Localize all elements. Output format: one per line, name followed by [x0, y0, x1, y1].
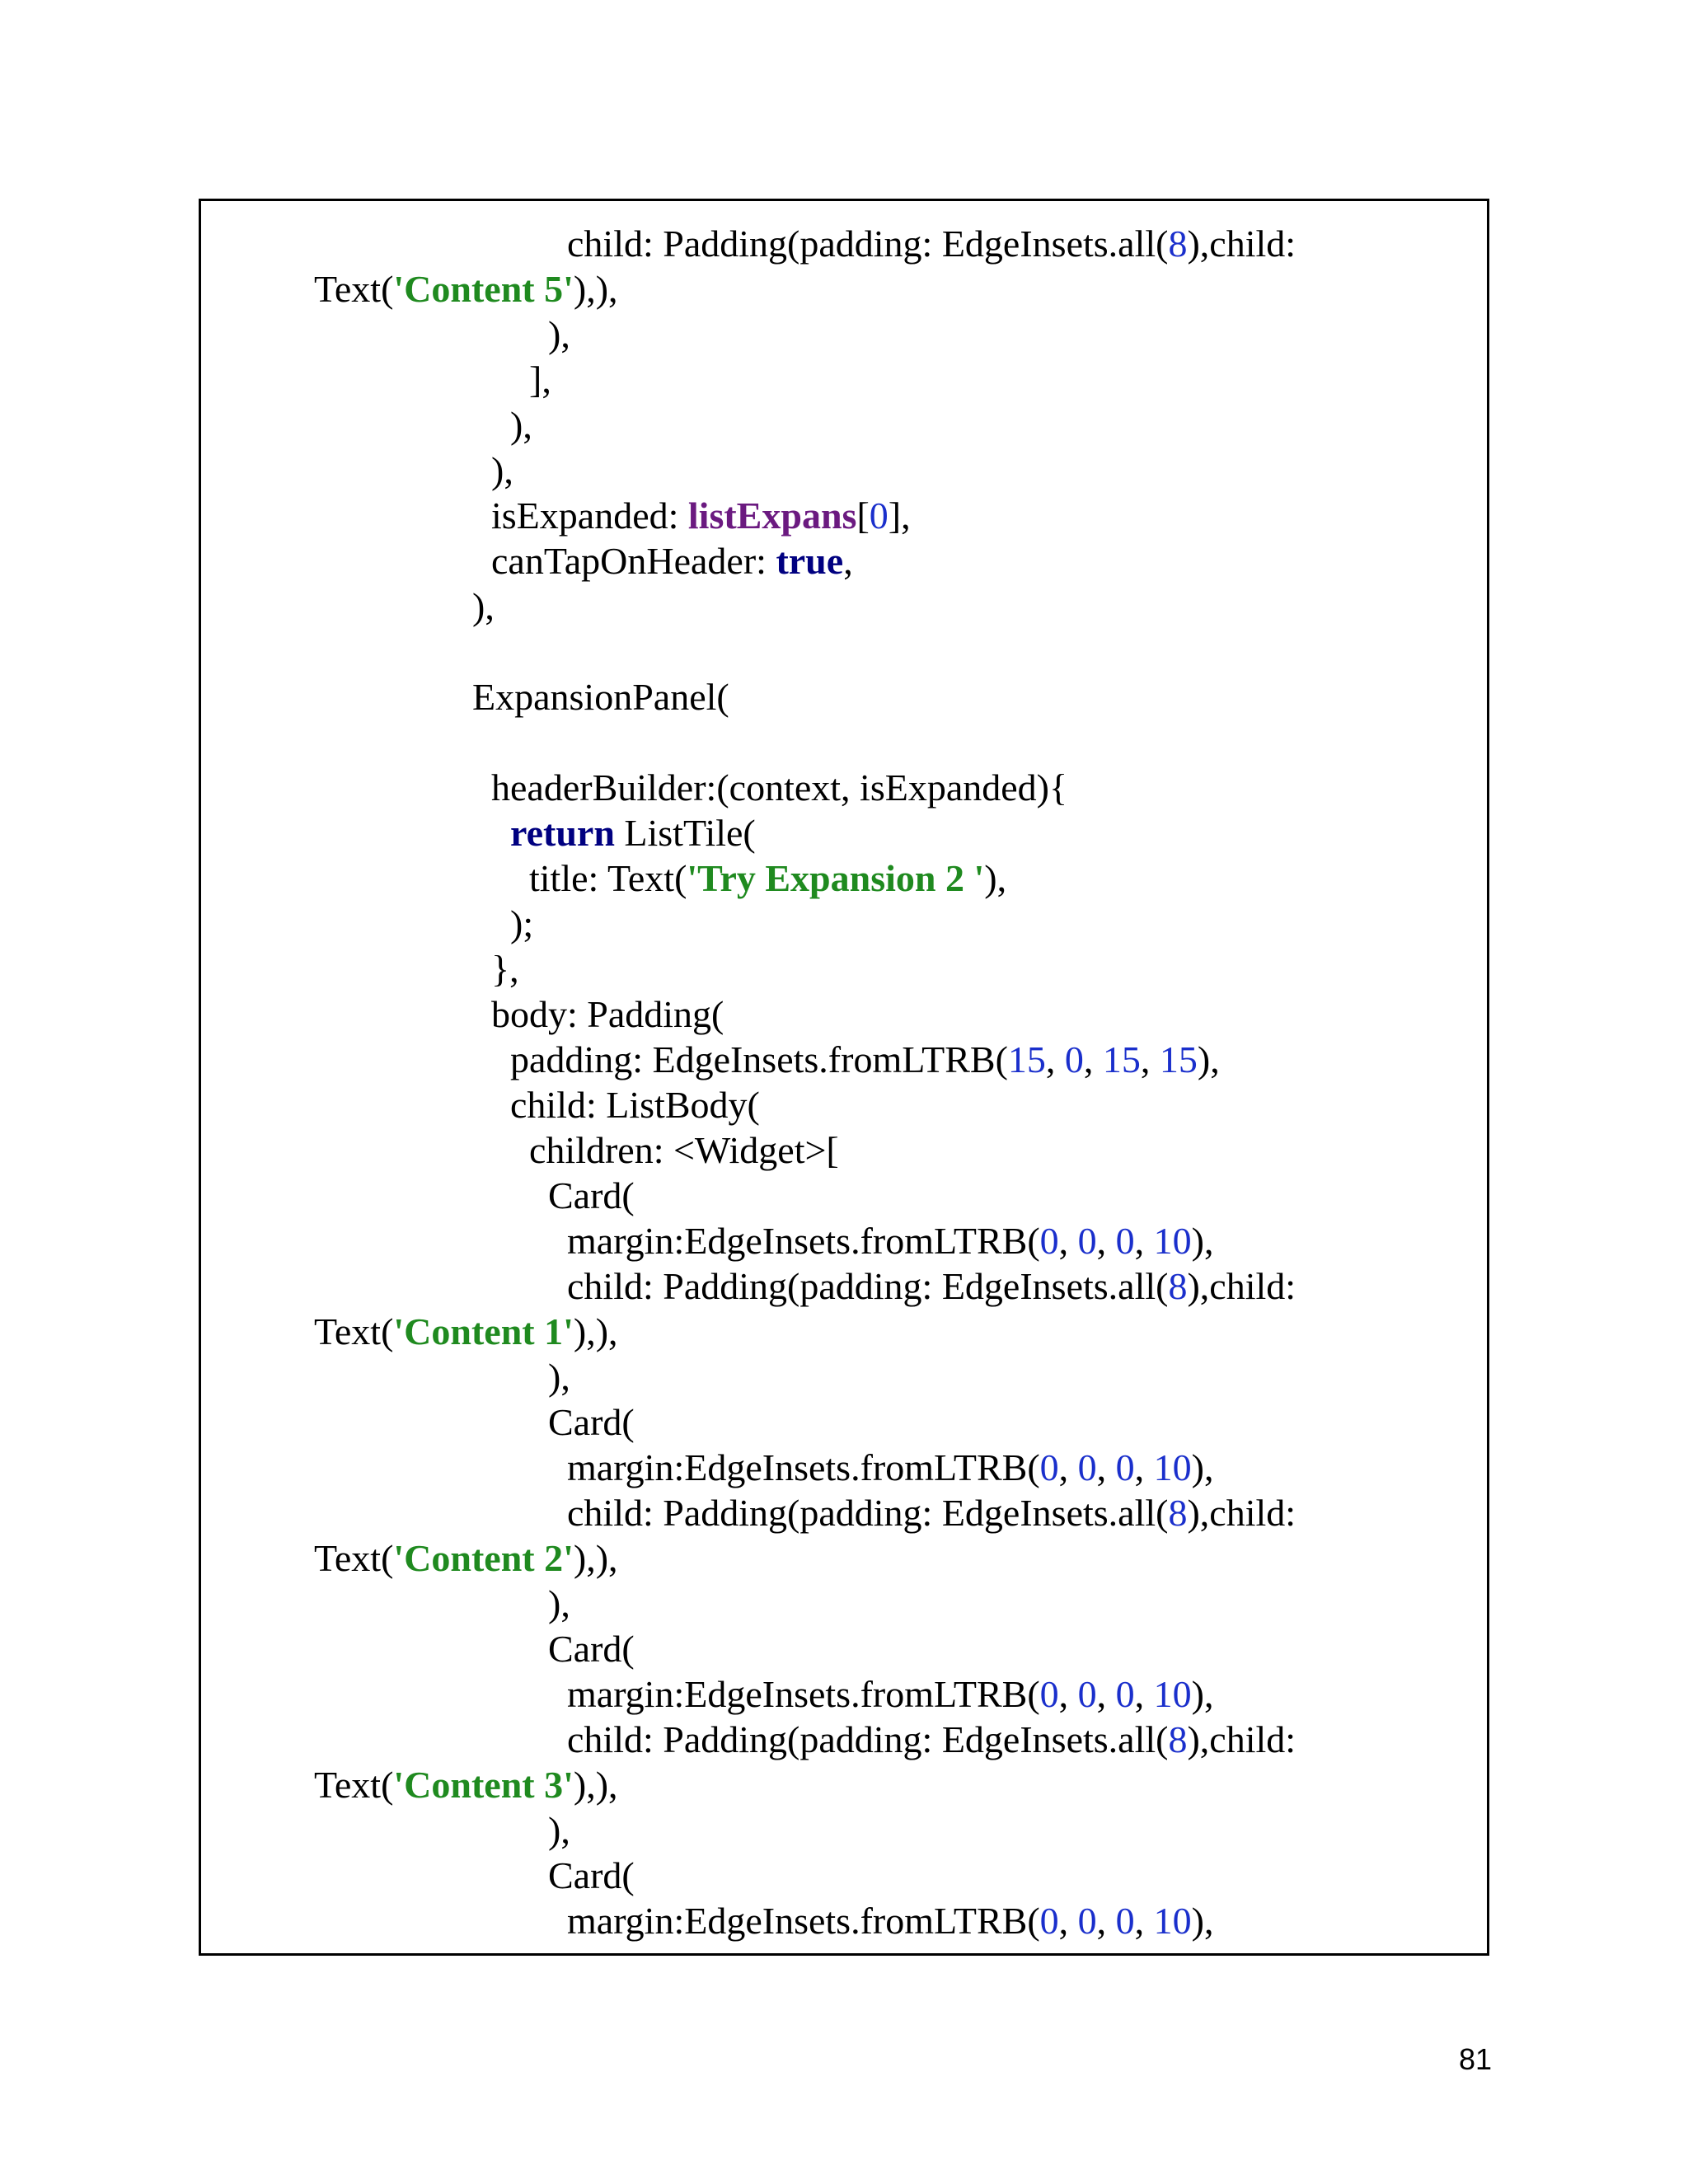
code-text: Text( [314, 1537, 394, 1579]
code-text: ExpansionPanel( [472, 676, 729, 718]
code-text: Card( [548, 1854, 635, 1896]
code-text: child: Padding(padding: EdgeInsets.all( [567, 1492, 1169, 1534]
variable-name: listExpans [687, 494, 857, 537]
number-literal: 0 [1115, 1900, 1135, 1942]
number-literal: 0 [1064, 1038, 1084, 1080]
code-text: , [1058, 1673, 1078, 1715]
number-literal: 0 [1077, 1446, 1097, 1488]
code-line [548, 1354, 570, 1399]
code-text: , [1134, 1673, 1154, 1715]
code-line [314, 1309, 618, 1354]
number-literal: 0 [1077, 1673, 1097, 1715]
string-literal: 'Content 1' [393, 1310, 574, 1352]
code-text: , [1134, 1220, 1154, 1262]
number-literal: 15 [1007, 1038, 1046, 1080]
code-line [510, 402, 532, 448]
code-text: ), [548, 1582, 570, 1624]
code-line [491, 765, 1067, 810]
code-line [529, 1127, 839, 1173]
code-line [529, 357, 551, 402]
number-literal: 0 [1077, 1220, 1097, 1262]
code-line [567, 1490, 1296, 1535]
number-literal: 0 [1115, 1446, 1135, 1488]
code-line [314, 1535, 618, 1581]
code-text: child: Padding(padding: EdgeInsets.all( [567, 1265, 1169, 1307]
string-literal: 'Content 2' [393, 1537, 574, 1579]
code-text: , [1096, 1446, 1116, 1488]
code-text: isExpanded: [491, 494, 688, 537]
code-line [491, 448, 513, 493]
code-line [510, 1037, 1220, 1082]
code-text: ), [510, 404, 532, 446]
code-text: ),), [573, 1764, 618, 1806]
code-text: Card( [548, 1628, 635, 1670]
code-line [567, 1263, 1296, 1309]
code-text: ),), [573, 268, 618, 310]
code-listing-box [199, 199, 1489, 1956]
code-text: child: Padding(padding: EdgeInsets.all( [567, 223, 1169, 265]
code-text: ),), [573, 1537, 618, 1579]
number-literal: 10 [1153, 1673, 1192, 1715]
code-text: margin:EdgeInsets.fromLTRB( [567, 1673, 1040, 1715]
number-literal: 0 [1039, 1900, 1059, 1942]
code-line [491, 493, 911, 538]
code-text: , [1134, 1900, 1154, 1942]
code-line [510, 810, 756, 855]
number-literal: 10 [1153, 1446, 1192, 1488]
code-text: , [843, 540, 853, 582]
code-text: ),child: [1187, 1492, 1296, 1534]
number-literal: 8 [1168, 1718, 1188, 1760]
code-text: [ [856, 494, 870, 537]
code-line [567, 1218, 1213, 1263]
code-line [472, 674, 729, 719]
code-line [491, 538, 853, 583]
code-text: ListTile( [614, 812, 756, 854]
code-text: ),child: [1187, 1718, 1296, 1760]
code-text: canTapOnHeader: [491, 540, 776, 582]
code-text: , [1096, 1900, 1116, 1942]
code-text: Text( [314, 268, 394, 310]
code-line [491, 946, 519, 991]
number-literal: 8 [1168, 223, 1188, 265]
code-text: child: ListBody( [510, 1084, 760, 1126]
code-line [567, 221, 1296, 266]
keyword: return [510, 812, 615, 854]
code-text: , [1134, 1446, 1154, 1488]
code-text: ), [548, 1356, 570, 1398]
code-text: child: Padding(padding: EdgeInsets.all( [567, 1718, 1169, 1760]
code-text: , [1140, 1038, 1160, 1080]
code-line [567, 1717, 1296, 1762]
code-text: padding: EdgeInsets.fromLTRB( [510, 1038, 1008, 1080]
page-number: 81 [1458, 2042, 1492, 2076]
code-text: ), [1191, 1900, 1214, 1942]
code-text: title: Text( [529, 857, 687, 899]
number-literal: 8 [1168, 1265, 1188, 1307]
code-text: ], [888, 494, 911, 537]
code-line [548, 1626, 635, 1671]
code-line [548, 1853, 635, 1898]
code-text: , [1058, 1220, 1078, 1262]
code-text: ), [1197, 1038, 1220, 1080]
number-literal: 0 [1077, 1900, 1097, 1942]
code-line [548, 1399, 635, 1445]
code-line [548, 1581, 570, 1626]
number-literal: 0 [1039, 1673, 1059, 1715]
code-line [567, 1671, 1213, 1717]
code-text: , [1058, 1900, 1078, 1942]
code-line [314, 266, 618, 312]
keyword: true [776, 540, 844, 582]
code-text: ),child: [1187, 1265, 1296, 1307]
number-literal: 15 [1159, 1038, 1198, 1080]
code-line [529, 855, 1006, 901]
code-text: margin:EdgeInsets.fromLTRB( [567, 1900, 1040, 1942]
code-line [472, 583, 495, 629]
code-text: Text( [314, 1764, 394, 1806]
code-text: Text( [314, 1310, 394, 1352]
number-literal: 0 [1039, 1220, 1059, 1262]
code-text: ), [548, 1809, 570, 1851]
code-text: ), [1191, 1220, 1214, 1262]
number-literal: 0 [1115, 1673, 1135, 1715]
code-text: Card( [548, 1401, 635, 1443]
code-line [548, 1807, 570, 1853]
code-text: headerBuilder:(context, isExpanded){ [491, 766, 1068, 808]
code-text: , [1058, 1446, 1078, 1488]
string-literal: 'Try Expansion 2 ' [687, 857, 985, 899]
code-text: body: Padding( [491, 993, 724, 1035]
code-text: ), [472, 585, 495, 627]
code-text: , [1083, 1038, 1103, 1080]
string-literal: 'Content 3' [393, 1764, 574, 1806]
code-line [510, 901, 533, 946]
code-text: }, [491, 948, 519, 990]
code-text: ), [984, 857, 1007, 899]
code-text: ), [548, 313, 570, 355]
code-text: ], [529, 359, 551, 401]
code-text: ); [510, 902, 534, 944]
number-literal: 10 [1153, 1900, 1192, 1942]
code-line [510, 1082, 760, 1127]
number-literal: 15 [1102, 1038, 1141, 1080]
code-line [548, 1173, 635, 1218]
code-text: ),child: [1187, 223, 1296, 265]
code-text: ),), [573, 1310, 618, 1352]
number-literal: 0 [1039, 1446, 1059, 1488]
number-literal: 0 [869, 494, 889, 537]
code-line [548, 312, 570, 357]
number-literal: 0 [1115, 1220, 1135, 1262]
code-text: Card( [548, 1174, 635, 1216]
code-text: ), [1191, 1673, 1214, 1715]
number-literal: 10 [1153, 1220, 1192, 1262]
number-literal: 8 [1168, 1492, 1188, 1534]
code-text: , [1045, 1038, 1065, 1080]
code-line [491, 991, 724, 1037]
code-text: ), [491, 449, 513, 491]
code-line [567, 1445, 1213, 1490]
code-line [314, 1762, 618, 1807]
code-text: margin:EdgeInsets.fromLTRB( [567, 1446, 1040, 1488]
code-text: ), [1191, 1446, 1214, 1488]
string-literal: 'Content 5' [393, 268, 574, 310]
code-text: , [1096, 1220, 1116, 1262]
code-text: children: <Widget>[ [529, 1129, 839, 1171]
code-text: margin:EdgeInsets.fromLTRB( [567, 1220, 1040, 1262]
code-text: , [1096, 1673, 1116, 1715]
code-line [567, 1898, 1213, 1943]
